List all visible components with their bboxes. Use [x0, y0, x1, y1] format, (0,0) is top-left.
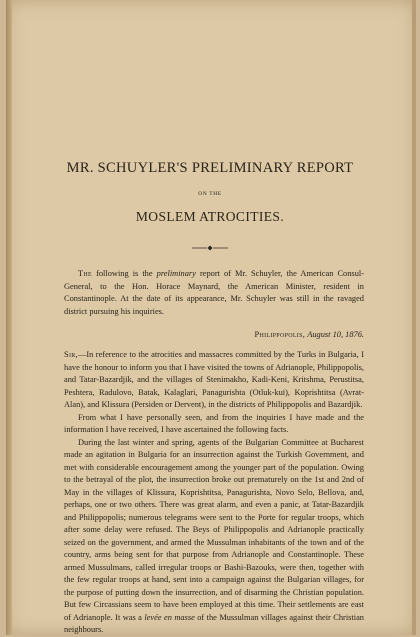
salutation: Sir, — [64, 350, 78, 359]
report-subtitle: MOSLEM ATROCITIES. — [135, 209, 285, 224]
paragraph-3-text: During the last winter and spring, agents of the Bulgarian Committee at Bucharest made an agitation in Bulgaria for an insurrection against the Turkish Government, and met with considerable encouragement among the younger part of the population. Owing to the betrayal of the plot, the insurrection broke out prematurely on the 1st and 2nd of May in the villages of Klissura, Koprishtitsa, Panagurishta, Novo Selo, Bellova, and, perhaps, one or two others. There was great alarm, and even a panic, at Tatar-Bazardjik and Philippopolis; numerous telegrams were sent to the Porte for regular troops, which after some delay were refused. The Beys of Philippopolis and Adrianople practically seized on the government, and armed the Mussulman inhabitants of the town and of the country, arms being sent for that purpose from Adrianople and Constantinople. These armed Mussulmans, called irregular troops or Bashi-Bazouks, were then, together with the few regular troops at hand, sent into a campaign against the Bulgarian villages, for the purpose of putting down the insurrection, and of disarming the Christian population. But few Circassians seem to have been employed at this time. Their settlements are east of Adrianople. It was a — [64, 437, 364, 622]
title-connector: ON THE — [198, 191, 222, 197]
diamond-rule-ornament-icon — [190, 245, 230, 251]
page-right-edge — [412, 0, 416, 635]
dateline-date: August 10, 1876. — [307, 330, 364, 339]
letter-body — [64, 349, 364, 637]
report-title: MR. SCHUYLER'S PRELIMINARY REPORT — [66, 160, 354, 176]
intro-text-after: report of Mr. Schuyler, the American Consul-General, to the Hon. Horace Maynard, the American Minister, resident in Constantinople. At the date of its appearance, Mr. Schuyler was still in the ravaged district pursuing his inquiries. — [64, 269, 364, 316]
page-binding-edge — [6, 0, 12, 635]
dateline-place: Philippopolis, — [254, 330, 306, 339]
editorial-introduction — [64, 268, 364, 318]
intro-text-before: following is the — [92, 269, 157, 278]
paragraph-1-text: —In reference to the atrocities and massacres committed by the Turks in Bulgaria, I have the honour to inform you that I have visited the towns of Adrianople, Philippopolis, and Tatar-Bazardjik, and the villages of Stenimakho, Kadi-Keni, Kritshma, Perustitsa, Peshtera, Radulovo, Batak, Kalaglari, Panagurishta (Otluk-kui), Koprishtitsa (Avrat-Alan), and Klissura (Persiden or Dervent), in the districts of Philippopolis and Bazardjik. — [64, 350, 364, 409]
intro-paragraph — [64, 268, 364, 318]
letter-paragraph-3 — [64, 437, 364, 637]
paragraph-3-end: of the Mussulman villages against their Christian neighbours. — [64, 612, 364, 634]
paragraph-3-emphasis: levée en masse — [144, 612, 195, 622]
intro-emphasis: preliminary — [156, 269, 196, 278]
letter-paragraph-2: From what I have personally seen, and from the inquiries I have made and the information I have received, I have ascertained the following facts. — [64, 412, 364, 434]
letter-paragraph-1 — [64, 349, 364, 412]
intro-lead-word: The — [78, 269, 93, 278]
dateline — [255, 330, 364, 339]
